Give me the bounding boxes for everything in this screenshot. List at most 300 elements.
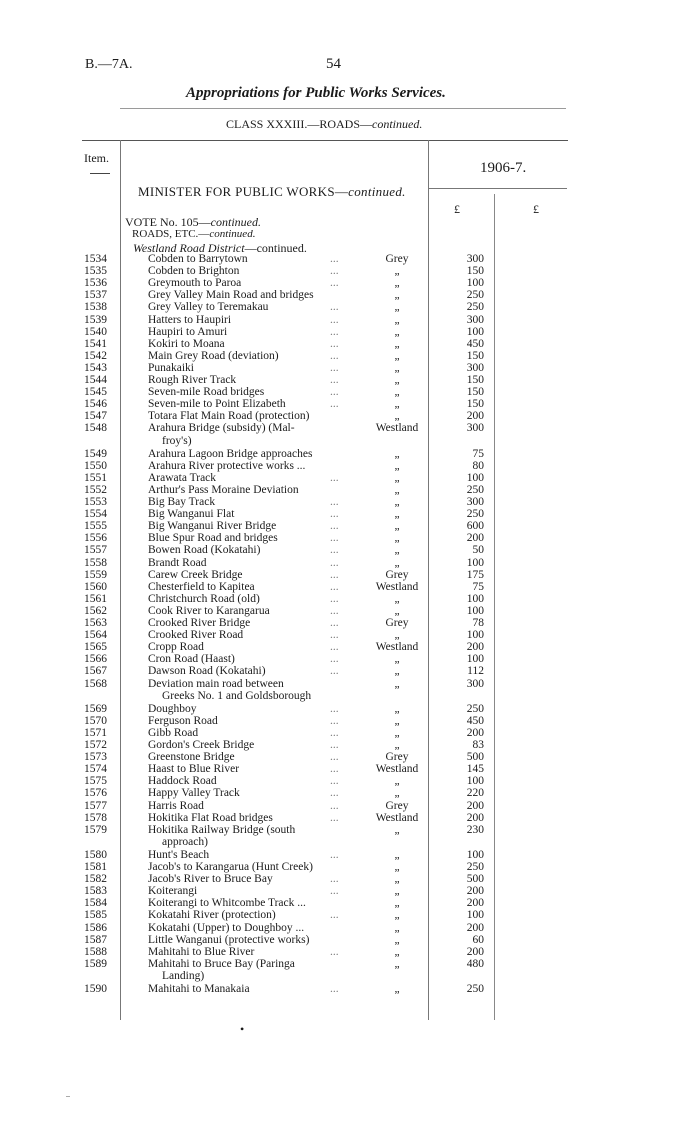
page-number: 54	[326, 56, 341, 72]
roads-continued: continued.	[209, 228, 256, 240]
amount: 220	[466, 787, 484, 800]
district-name: „	[394, 556, 400, 569]
district-name: „	[394, 325, 400, 338]
road-name: Main Grey Road (deviation)	[148, 349, 279, 362]
district-name: „	[394, 957, 400, 970]
district-name: Grey	[385, 799, 409, 812]
district-name: „	[394, 447, 400, 460]
road-name: Little Wanganui (protective works)	[148, 933, 310, 946]
amount: 200	[466, 897, 484, 910]
road-name: Haast to Blue River	[148, 763, 240, 776]
district-name: „	[394, 471, 400, 484]
amount: 500	[466, 873, 484, 886]
amount: 250	[466, 702, 484, 715]
margin-mark	[66, 1096, 70, 1097]
amount: 100	[466, 629, 484, 642]
amount: 100	[466, 848, 484, 861]
district-name: „	[394, 532, 400, 545]
item-number: 1581	[84, 861, 107, 873]
amount: 250	[466, 483, 484, 496]
amount: 150	[466, 398, 484, 411]
district-name: Westland	[375, 811, 419, 824]
road-name: Jacob's River to Bruce Bay	[148, 873, 273, 886]
district-name: „	[394, 677, 400, 690]
leader-dots: ...	[330, 325, 339, 338]
amount: 100	[466, 604, 484, 617]
district-name: „	[394, 739, 400, 751]
road-name-continuation: Landing)	[162, 969, 205, 982]
road-name: Seven-mile Road bridges	[148, 386, 265, 399]
district-name: „	[394, 726, 400, 739]
amount: 200	[466, 921, 484, 934]
leader-dots: ...	[330, 665, 339, 678]
district-name: Westland Road District	[133, 241, 245, 255]
amount: 100	[466, 471, 484, 484]
leader-dots: ...	[330, 714, 339, 727]
item-number: 1550	[84, 459, 107, 472]
road-name: Big Wanganui River Bridge	[148, 520, 277, 533]
item-number: 1589	[84, 957, 107, 970]
leader-dots: ...	[330, 496, 339, 508]
amount: 450	[466, 714, 484, 727]
item-number: 1575	[84, 775, 107, 788]
road-name: Koiterangi to Whitcombe Track ...	[148, 897, 306, 910]
leader-dots: ...	[330, 520, 339, 533]
item-number: 1587	[84, 933, 107, 946]
class-heading-text: CLASS XXXIII.—ROADS—	[226, 117, 373, 131]
road-name: Mahitahi to Blue River	[148, 945, 255, 958]
amount: 112	[467, 665, 484, 678]
leader-dots: ...	[330, 739, 339, 751]
district-name: „	[394, 410, 400, 423]
leader-dots: ...	[330, 386, 339, 399]
minister-text: MINISTER FOR PUBLIC WORKS—	[138, 184, 349, 199]
item-number: 1588	[84, 945, 107, 958]
district-name: „	[394, 604, 400, 617]
roads-heading	[132, 228, 255, 240]
item-number: 1578	[84, 811, 107, 824]
vote-text: VOTE No. 105—	[125, 215, 211, 229]
amount: 300	[466, 422, 484, 435]
minister-heading	[138, 184, 406, 200]
amount: 100	[466, 325, 484, 338]
amount: 100	[466, 775, 484, 788]
leader-dots: ...	[330, 313, 339, 326]
leader-dots: ...	[330, 763, 339, 776]
leader-dots: ...	[330, 532, 339, 545]
item-number: 1567	[84, 665, 107, 678]
item-number: 1582	[84, 873, 107, 886]
road-name: Hokitika Flat Road bridges	[148, 811, 273, 824]
road-name: Rough River Track	[148, 374, 237, 386]
road-name: Hatters to Haupiri	[148, 313, 232, 326]
road-name: Kokiri to Moana	[148, 337, 225, 350]
amount: 300	[466, 313, 484, 326]
district-name: „	[394, 873, 400, 886]
road-name: Arawata Track	[148, 471, 217, 484]
amount: 200	[466, 726, 484, 739]
leader-dots: ...	[330, 374, 339, 386]
item-number: 1566	[84, 653, 107, 666]
district-name: „	[394, 398, 400, 411]
amount: 250	[466, 983, 484, 995]
road-name: Mahitahi to Bruce Bay (Paringa	[148, 957, 295, 970]
item-number: 1538	[84, 301, 107, 314]
leader-dots: ...	[330, 301, 339, 314]
amount: 200	[466, 945, 484, 958]
road-name-continuation: approach)	[162, 835, 208, 848]
report-reference: B.—7A.	[85, 57, 133, 72]
item-number: 1540	[84, 325, 107, 338]
road-name: Harris Road	[148, 799, 204, 812]
leader-dots: ...	[330, 848, 339, 861]
road-name: Totara Flat Main Road (protection)	[148, 410, 310, 423]
road-name: Bowen Road (Kokatahi)	[148, 544, 261, 557]
item-number: 1537	[84, 289, 107, 302]
item-number: 1590	[84, 983, 107, 995]
road-name: Carew Creek Bridge	[148, 568, 243, 581]
item-number: 1577	[84, 799, 107, 812]
item-number: 1563	[84, 617, 107, 629]
district-name: Westland	[375, 422, 419, 435]
amount: 250	[466, 861, 484, 873]
amount: 200	[466, 885, 484, 898]
item-number: 1535	[84, 265, 107, 278]
amount: 100	[466, 556, 484, 569]
district-name: „	[394, 337, 400, 350]
road-name: Kokatahi (Upper) to Doughboy ...	[148, 921, 305, 934]
road-name: Hunt's Beach	[148, 848, 210, 861]
district-name: „	[394, 386, 400, 399]
district-name: „	[394, 520, 400, 533]
road-name: Cron Road (Haast)	[148, 653, 235, 666]
leader-dots: ...	[330, 580, 339, 593]
pound-symbol-col1: £	[454, 202, 460, 216]
amount: 78	[472, 617, 484, 629]
district-name: „	[394, 921, 400, 934]
district-name: „	[394, 459, 400, 472]
item-number: 1554	[84, 508, 107, 521]
road-name: Chesterfield to Kapitea	[148, 580, 255, 593]
amount: 50	[472, 544, 484, 557]
district-name: „	[394, 885, 400, 898]
road-name-continuation: Greeks No. 1 and Goldsborough	[162, 689, 312, 702]
amount: 100	[466, 277, 484, 290]
amount: 150	[466, 349, 484, 362]
title-rule	[120, 108, 566, 109]
amount: 175	[466, 568, 484, 581]
leader-dots: ...	[330, 751, 339, 764]
district-name: „	[394, 775, 400, 788]
leader-dots: ...	[330, 811, 339, 824]
item-number: 1547	[84, 410, 107, 423]
item-number: 1586	[84, 921, 107, 934]
road-name: Hokitika Railway Bridge (south	[148, 823, 296, 836]
amount: 250	[466, 289, 484, 302]
amount: 75	[472, 580, 484, 593]
district-name: „	[394, 374, 400, 386]
road-name: Arahura Lagoon Bridge approaches	[148, 447, 313, 460]
leader-dots: ...	[330, 885, 339, 898]
leader-dots: ...	[330, 253, 339, 265]
district-name: „	[394, 496, 400, 508]
road-name: Dawson Road (Kokatahi)	[148, 665, 266, 678]
item-number: 1570	[84, 714, 107, 727]
leader-dots: ...	[330, 617, 339, 629]
leader-dots: ...	[330, 945, 339, 958]
district-name: „	[394, 897, 400, 910]
road-name: Big Bay Track	[148, 496, 216, 508]
ink-dot: •	[240, 1022, 245, 1036]
item-number: 1539	[84, 313, 107, 326]
amount: 200	[466, 410, 484, 423]
district-name: „	[394, 592, 400, 605]
road-name: Big Wanganui Flat	[148, 508, 235, 521]
district-name: Grey	[385, 751, 409, 764]
item-number: 1560	[84, 580, 107, 593]
table-top-rule	[82, 140, 568, 141]
vote-continued: continued.	[210, 215, 261, 229]
district-name: „	[394, 848, 400, 861]
amount: 150	[466, 386, 484, 399]
road-name: Crooked River Road	[148, 629, 244, 642]
leader-dots: ...	[330, 349, 339, 362]
district-name: Grey	[385, 617, 409, 629]
road-name: Cobden to Brighton	[148, 265, 240, 278]
district-name: „	[394, 544, 400, 557]
leader-dots: ...	[330, 277, 339, 290]
item-number: 1549	[84, 447, 107, 460]
district-name: „	[394, 861, 400, 873]
item-number: 1580	[84, 848, 107, 861]
item-number: 1553	[84, 496, 107, 508]
roads-text: ROADS, ETC.—	[132, 228, 210, 240]
leader-dots: ...	[330, 983, 339, 995]
leader-dots: ...	[330, 568, 339, 581]
year-column-header: 1906-7.	[480, 160, 527, 176]
road-name: Koiterangi	[148, 885, 198, 898]
page-title: Appropriations for Public Works Services.	[186, 85, 446, 101]
amount: 480	[466, 957, 484, 970]
district-name: „	[394, 823, 400, 836]
leader-dots: ...	[330, 604, 339, 617]
district-name: Grey	[385, 253, 409, 265]
item-number: 1561	[84, 592, 107, 605]
district-name: „	[394, 909, 400, 922]
year-rule	[429, 188, 567, 189]
amount: 300	[466, 677, 484, 690]
amount: 250	[466, 301, 484, 314]
amount: 80	[472, 459, 484, 472]
road-name: Ferguson Road	[148, 714, 218, 727]
item-number: 1585	[84, 909, 107, 922]
leader-dots: ...	[330, 787, 339, 800]
item-number: 1542	[84, 349, 107, 362]
item-number: 1551	[84, 471, 107, 484]
leader-dots: ...	[330, 398, 339, 411]
road-name: Cropp Road	[148, 641, 204, 654]
item-number: 1571	[84, 726, 107, 739]
amount: 450	[466, 337, 484, 350]
leader-dots: ...	[330, 556, 339, 569]
district-name: „	[394, 483, 400, 496]
road-name: Blue Spur Road and bridges	[148, 532, 278, 545]
amount: 300	[466, 253, 484, 265]
district-name: Grey	[385, 568, 409, 581]
leader-dots: ...	[330, 702, 339, 715]
item-number: 1559	[84, 568, 107, 581]
amount: 100	[466, 592, 484, 605]
district-name: „	[394, 349, 400, 362]
amount: 75	[472, 447, 484, 460]
item-number: 1584	[84, 897, 107, 910]
item-number: 1564	[84, 629, 107, 642]
leader-dots: ...	[330, 361, 339, 374]
road-name: Grey Valley to Teremakau	[148, 301, 269, 314]
amount: 60	[472, 933, 484, 946]
road-name: Arthur's Pass Moraine Deviation	[148, 483, 299, 496]
class-heading	[226, 117, 422, 132]
item-number: 1568	[84, 677, 107, 690]
district-name: „	[394, 289, 400, 302]
road-name: Grey Valley Main Road and bridges	[148, 289, 314, 302]
leader-dots: ...	[330, 726, 339, 739]
item-number: 1541	[84, 337, 107, 350]
item-number: 1534	[84, 253, 107, 265]
amount: 100	[466, 909, 484, 922]
leader-dots: ...	[330, 873, 339, 886]
road-name: Kokatahi River (protection)	[148, 909, 276, 922]
leader-dots: ...	[330, 909, 339, 922]
road-name: Brandt Road	[148, 556, 207, 569]
item-number: 1576	[84, 787, 107, 800]
item-number: 1544	[84, 374, 107, 386]
road-name: Deviation main road between	[148, 677, 284, 690]
item-number: 1556	[84, 532, 107, 545]
leader-dots: ...	[330, 641, 339, 654]
item-number: 1558	[84, 556, 107, 569]
item-column-rule	[120, 140, 121, 1020]
item-number: 1543	[84, 361, 107, 374]
item-number: 1583	[84, 885, 107, 898]
road-name: Gordon's Creek Bridge	[148, 739, 255, 751]
pound-column-rule	[494, 194, 495, 1020]
road-name: Seven-mile to Point Elizabeth	[148, 398, 286, 411]
road-name: Gibb Road	[148, 726, 199, 739]
district-name: „	[394, 265, 400, 278]
amount: 500	[466, 751, 484, 764]
district-name: „	[394, 983, 400, 995]
district-continued: —continued.	[244, 241, 307, 255]
road-name: Jacob's to Karangarua (Hunt Creek)	[148, 861, 313, 873]
amount: 200	[466, 641, 484, 654]
leader-dots: ...	[330, 653, 339, 666]
amount: 150	[466, 265, 484, 278]
road-name: Greymouth to Paroa	[148, 277, 242, 290]
road-name: Happy Valley Track	[148, 787, 240, 800]
leader-dots: ...	[330, 629, 339, 642]
district-name: „	[394, 361, 400, 374]
road-name: Haupiri to Amuri	[148, 325, 228, 338]
district-name: „	[394, 702, 400, 715]
item-number: 1574	[84, 763, 107, 776]
item-number: 1572	[84, 739, 107, 751]
district-name: „	[394, 933, 400, 946]
road-name: Cook River to Karangarua	[148, 604, 270, 617]
district-name: Westland	[375, 580, 419, 593]
district-name: Westland	[375, 641, 419, 654]
district-name: „	[394, 665, 400, 678]
leader-dots: ...	[330, 544, 339, 557]
item-number: 1562	[84, 604, 107, 617]
item-number: 1545	[84, 386, 107, 399]
leader-dots: ...	[330, 592, 339, 605]
minister-continued: continued.	[348, 184, 406, 199]
item-number: 1573	[84, 751, 107, 764]
leader-dots: ...	[330, 775, 339, 788]
district-name: „	[394, 787, 400, 800]
amount: 200	[466, 532, 484, 545]
amount: 230	[466, 823, 484, 836]
road-name: Christchurch Road (old)	[148, 592, 260, 605]
district-name: „	[394, 945, 400, 958]
district-name: „	[394, 653, 400, 666]
leader-dots: ...	[330, 799, 339, 812]
item-number: 1552	[84, 483, 107, 496]
district-name: „	[394, 629, 400, 642]
item-column-header: Item.	[84, 151, 109, 165]
amount: 83	[472, 739, 484, 751]
district-name: Westland	[375, 763, 419, 776]
amount: 200	[466, 811, 484, 824]
road-name: Arahura Bridge (subsidy) (Mal-	[148, 422, 295, 435]
leader-dots: ...	[330, 471, 339, 484]
item-number: 1555	[84, 520, 107, 533]
amount: 200	[466, 799, 484, 812]
item-number: 1579	[84, 823, 107, 836]
district-name: „	[394, 508, 400, 521]
road-name: Mahitahi to Manakaia	[148, 983, 250, 995]
road-name: Crooked River Bridge	[148, 617, 251, 629]
amount: 250	[466, 508, 484, 521]
road-name: Punakaiki	[148, 361, 194, 374]
amount: 150	[466, 374, 484, 386]
amount: 145	[466, 763, 484, 776]
road-name: Haddock Road	[148, 775, 217, 788]
road-name: Doughboy	[148, 702, 197, 715]
district-name: „	[394, 301, 400, 314]
leader-dots: ...	[330, 337, 339, 350]
road-name: Arahura River protective works ...	[148, 459, 306, 472]
item-number: 1548	[84, 422, 107, 435]
road-name: Cobden to Barrytown	[148, 253, 248, 265]
amount: 300	[466, 361, 484, 374]
district-name: „	[394, 313, 400, 326]
leader-dots: ...	[330, 265, 339, 278]
item-number: 1557	[84, 544, 107, 557]
item-number: 1565	[84, 641, 107, 654]
item-number: 1569	[84, 702, 107, 715]
district-name: „	[394, 714, 400, 727]
item-number: 1546	[84, 398, 107, 411]
district-name: „	[394, 277, 400, 290]
amount: 300	[466, 496, 484, 508]
pound-symbol-col2: £	[533, 202, 539, 216]
amount: 100	[466, 653, 484, 666]
road-name: Greenstone Bridge	[148, 751, 235, 764]
class-heading-continued: continued.	[372, 117, 423, 131]
amount: 600	[466, 520, 484, 533]
